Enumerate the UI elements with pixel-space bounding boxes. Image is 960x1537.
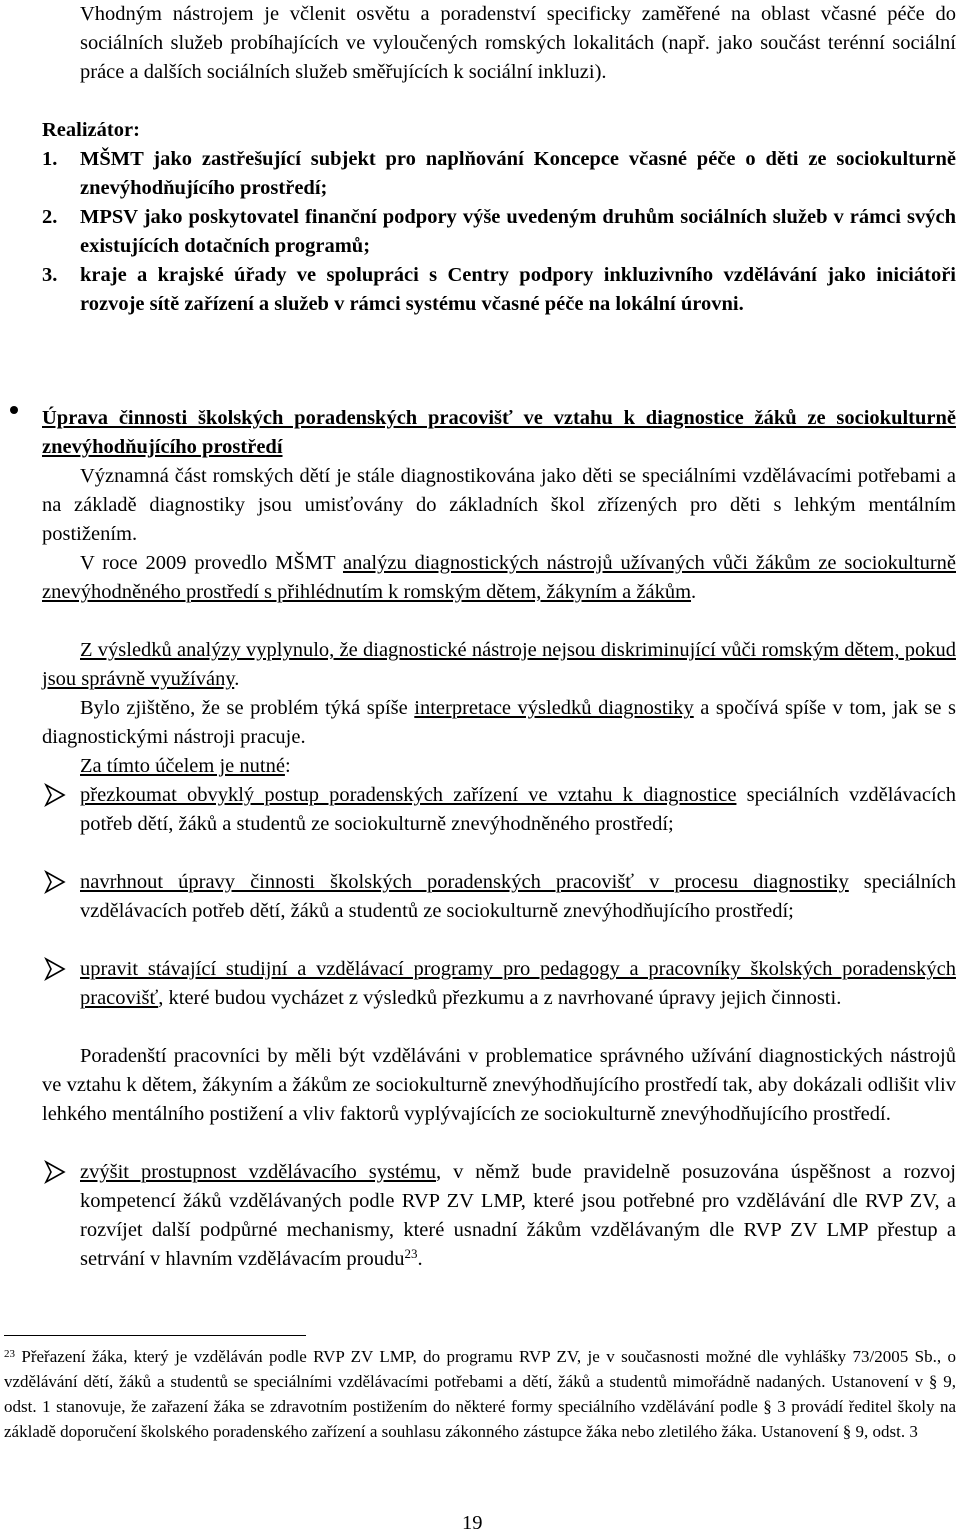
measure-text: navrhnout úpravy činnosti školských poradenských pracovišť v procesu diagnostiky speciálních vzdělávacích potřeb dětí, žáků a studentů ze sociokulturně znevýhodňujícího prostředí; [80,871,957,922]
bullet-icon [10,406,18,414]
measure-text: upravit stávající studijní a vzdělávací programy pro pedagogy a pracovníky školských poradenských pracovišť, které budou vycházet z výsledků přezkumu a z navrhované úpravy jejich činnosti. [80,958,956,1009]
arrow-bullet-icon [42,869,68,895]
realizator-label: Realizátor: [42,119,140,141]
item-number: 1. [42,148,58,170]
realizator-item [42,203,956,261]
paragraph: Významná část romských dětí je stále diagnostikována jako děti se speciálními vzdělávacími potřebami a na základě diagnostiky jsou umisťovány do základních škol zřízených pro děti s lehkým mentálním postižením. [42,465,956,545]
footnote-number: 23 [4,1348,15,1360]
paragraph: V roce 2009 provedlo MŠMT analýzu diagnostických nástrojů užívaných vůči žákům ze sociokulturně znevýhodněného prostředí s přihlédnutím k romským dětem, žákyním a žákům. [42,552,956,603]
paragraph: Za tímto účelem je nutné: [80,755,291,777]
footnote-reference[interactable]: 23 [404,1246,418,1261]
item-text: kraje a krajské úřady ve spolupráci s Centry podpory inkluzivního vzdělávání jako iniciátoři rozvoje sítě zařízení a služeb v rámci systému včasné péče na lokální úrovni. [80,264,956,315]
realizator-item [42,145,956,203]
section-heading: Úprava činnosti školských poradenských pracovišť ve vztahu k diagnostice žáků ze sociokulturně znevýhodňujícího prostředí [42,407,956,458]
measure-text: zvýšit prostupnost vzdělávacího systému, v němž bude pravidelně posuzována úspěšnost a rozvoj kompetencí žáků vzdělávaných podle RVP ZV LMP, které jsou potřebné pro vzdělávání dle RVP ZV, a rozvíjet další podpůrné mechanismy, které usnadní žákům vzdělávaným dle RVP ZV LMP přestup a setrvání v hlavním vzdělávacím proudu$^{23}$. [80,1161,956,1270]
arrow-bullet-icon [42,1159,68,1185]
measure-item [42,868,956,926]
measure-item [42,1158,956,1274]
item-number: 3. [42,264,58,286]
measure-item [42,781,956,839]
intro-paragraph: Vhodným nástrojem je včlenit osvětu a poradenství specificky zaměřené na oblast včasné péče do sociálních služeb probíhajících ve vyloučených romských lokalitách (např. jako součást terénní sociální práce a dalších sociálních služeb směřujících k sociální inkluzi). [80,3,956,83]
page-number: 19 [462,1512,483,1534]
item-number: 2. [42,206,58,228]
item-text: MŠMT jako zastřešující subjekt pro naplňování Koncepce včasné péče o děti ze sociokulturně znevýhodňujícího prostředí; [80,148,956,199]
footnote: $^{23}$ Přeřazení žáka, který je vzděláván podle RVP ZV LMP, do programu RVP ZV, je v současnosti možné dle vyhlášky 73/2005 Sb., o vzdělávání dětí, žáků a studentů se speciálními vzdělávacími potřebami a dětí, žáků a studentů mimořádně nadaných. Ustanovení v § 9, odst. 1 stanovuje, že zařazení žáka se zdravotním postižením do některé formy speciálního vzdělávání podle § 3 provádí ředitel školy na základě doporučení školského poradenského zařízení a souhlasu zákonného zástupce žáka nebo zletilého žáka. Ustanovení § 9, odst. 3 [4,1347,956,1441]
footnote-separator [4,1335,306,1336]
paragraph: Poradenští pracovníci by měli být vzděláváni v problematice správného užívání diagnostických nástrojů ve vztahu k dětem, žákyním a žákům ze sociokulturně znevýhodňujícího prostředí tak, aby dokázali odlišit vliv lehkého mentálního postižení a vliv faktorů vyplývajících ze sociokulturně znevýhodňujícího prostředí. [42,1045,956,1125]
realizator-item [42,261,956,319]
arrow-bullet-icon [42,956,68,982]
paragraph: Bylo zjištěno, že se problém týká spíše interpretace výsledků diagnostiky a spočívá spíše v tom, jak se s diagnostickými nástroji pracuje. [42,697,956,748]
item-text: MPSV jako poskytovatel finanční podpory výše uvedeným druhům sociálních služeb v rámci svých existujících dotačních programů; [80,206,956,257]
measure-item [42,955,956,1013]
arrow-bullet-icon [42,782,68,808]
measure-text: přezkoumat obvyklý postup poradenských zařízení ve vztahu k diagnostice speciálních vzdělávacích potřeb dětí, žáků a studentů ze sociokulturně znevýhodněného prostředí; [80,784,957,835]
paragraph: Z výsledků analýzy vyplynulo, že diagnostické nástroje nejsou diskriminující vůči romským dětem, pokud jsou správně využívány. [42,639,956,690]
